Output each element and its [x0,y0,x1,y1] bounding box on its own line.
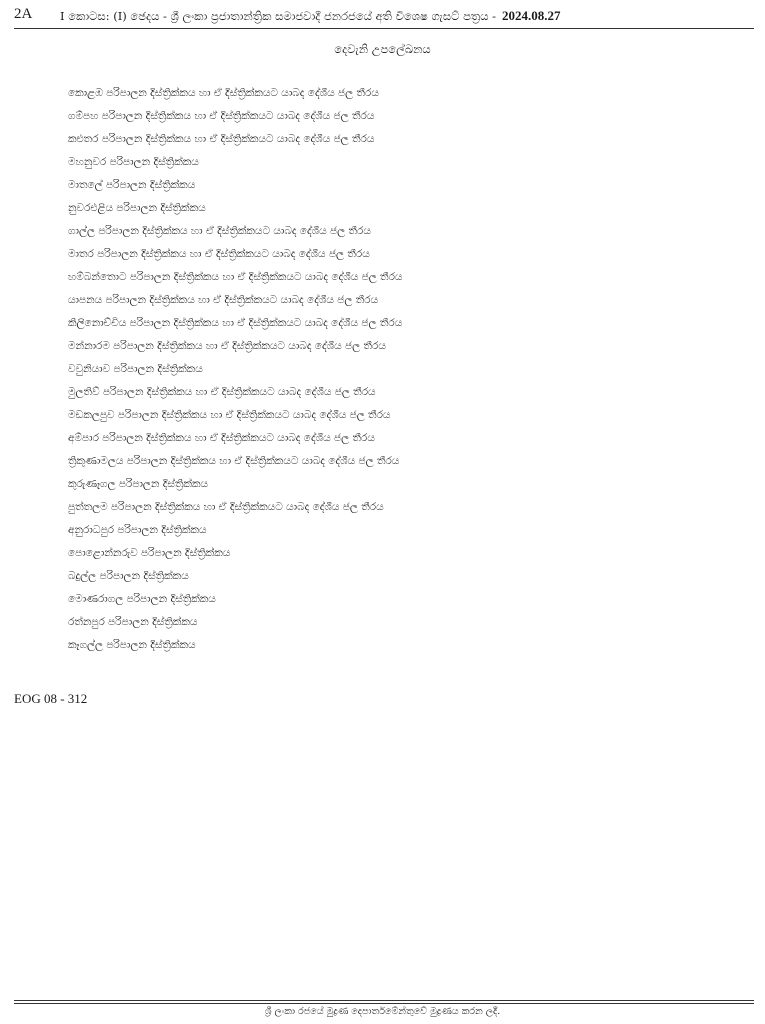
header-divider [14,28,754,29]
footer-divider-bottom [14,1003,754,1004]
schedule-title: දෙවැනි උපලේඛනය [334,42,431,56]
district-item: යාපනය පරිපාලන දිස්ත්‍රික්කය හා ඒ දිස්ත්‍රික්කයට යාබද දේශීය ජල තීරය [68,294,379,306]
district-item: කළුතර පරිපාලන දිස්ත්‍රික්කය හා ඒ දිස්ත්‍රික්කයට යාබද දේශීය ජල තීරය [68,133,375,145]
district-item: කුරුණෑගල පරිපාලන දිස්ත්‍රික්කය [68,478,209,490]
district-item: රත්නපුර පරිපාලන දිස්ත්‍රික්කය [68,616,198,628]
gazette-date: 2024.08.27 [502,8,561,23]
district-item: මන්නාරම පරිපාලන දිස්ත්‍රික්කය හා ඒ දිස්ත්‍රික්කයට යාබද දේශීය ජල තීරය [68,340,386,352]
district-item: නුවරඑළිය පරිපාලන දිස්ත්‍රික්කය [68,202,206,214]
district-item: මොණරාගල පරිපාලන දිස්ත්‍රික්කය [68,593,216,605]
district-item: මඩකලපුව පරිපාලන දිස්ත්‍රික්කය හා ඒ දිස්ත්‍රික්කයට යාබද දේශීය ජල තීරය [68,409,391,421]
district-item: බදුල්ල පරිපාලන දිස්ත්‍රික්කය [68,570,189,582]
district-item: පොළොන්නරුව පරිපාලන දිස්ත්‍රික්කය [68,547,231,559]
district-item: ත්‍රිකුණාමලය පරිපාලන දිස්ත්‍රික්කය හා ඒ දිස්ත්‍රික්කයට යාබද දේශීය ජල තීරය [68,455,400,467]
district-item: ගාල්ල පරිපාලන දිස්ත්‍රික්කය හා ඒ දිස්ත්‍රික්කයට යාබද දේශීය ජල තීරය [68,225,371,237]
district-item: වවුනියාව පරිපාලන දිස්ත්‍රික්කය [68,363,203,375]
district-item: හම්බන්තොට පරිපාලන දිස්ත්‍රික්කය හා ඒ දිස්ත්‍රික්කයට යාබද දේශීය ජල තීරය [68,271,403,283]
district-item: මාතර පරිපාලන දිස්ත්‍රික්කය හා ඒ දිස්ත්‍රික්කයට යාබද දේශීය ජල තීරය [68,248,370,260]
district-item: ගම්පහ පරිපාලන දිස්ත්‍රික්කය හා ඒ දිස්ත්‍රික්කයට යාබද දේශීය ජල තීරය [68,110,375,122]
gazette-header-title: I කොටස: (I) ඡෙදය - ශ්‍රී ලංකා ප්‍රජාතාන්ත්‍රික සමාජවාදී ජනරජයේ අති විශෙෂ ගැසට් පත්‍රය - [60,9,496,23]
district-item: පුත්තලම පරිපාලන දිස්ත්‍රික්කය හා ඒ දිස්ත්‍රික්කයට යාබද දේශීය ජල තීරය [68,501,384,513]
district-item: කොළඹ පරිපාලන දිස්ත්‍රික්කය හා ඒ දිස්ත්‍රික්කයට යාබද දේශීය ජල තීරය [68,87,379,99]
district-item: මහනුවර පරිපාලන දිස්ත්‍රික්කය [68,156,199,168]
printer-note: ශ්‍රී ලංකා රජයේ මුද්‍රණ දෙපාර්තමේන්තුවේ මුද්‍රණය කරන ලදී. [264,1006,501,1017]
district-list [68,84,738,659]
gazette-header [60,8,760,24]
district-item: අම්පාර පරිපාලන දිස්ත්‍රික්කය හා ඒ දිස්ත්‍රික්කයට යාබද දේශීය ජල තීරය [68,432,375,444]
reference-code: EOG 08 - 312 [14,691,88,706]
page-number: 2A [14,6,33,22]
district-item: කෑගල්ල පරිපාලන දිස්ත්‍රික්කය [68,639,196,651]
footer-divider-top [14,1000,754,1001]
district-item: කිලිනොච්චිය පරිපාලන දිස්ත්‍රික්කය හා ඒ දිස්ත්‍රික්කයට යාබද දේශීය ජල තීරය [68,317,403,329]
district-item: මුලතිව් පරිපාලන දිස්ත්‍රික්කය හා ඒ දිස්ත්‍රික්කයට යාබද දේශීය ජල තීරය [68,386,376,398]
district-item: මාතලේ පරිපාලන දිස්ත්‍රික්කය [68,179,196,191]
district-item: අනුරාධපුර පරිපාලන දිස්ත්‍රික්කය [68,524,207,536]
